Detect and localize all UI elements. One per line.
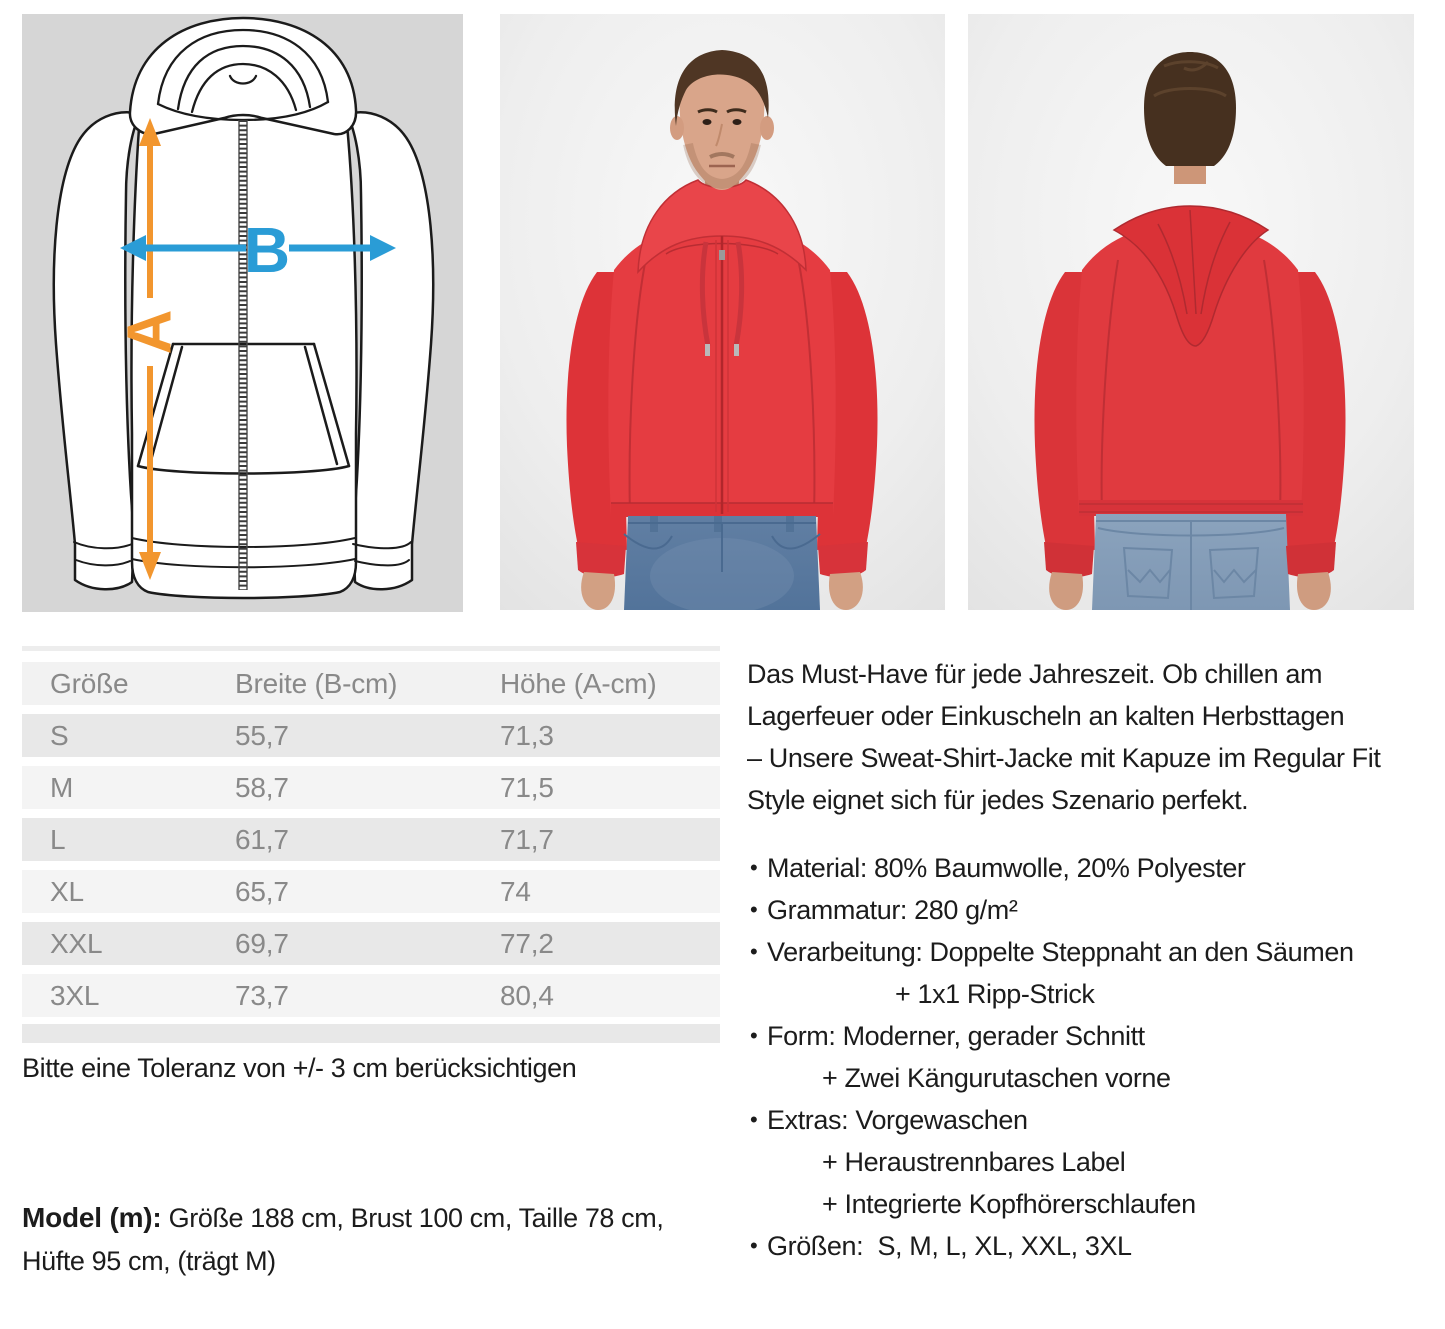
product-description [747,653,1395,1267]
size-row-l [22,818,720,861]
feature-subtext: + Integrierte Kopfhörerschlaufen [822,1189,1196,1219]
height-cell: 71,5 [500,772,554,803]
size-chart-header [22,662,720,705]
feature-text: Grammatur: 280 g/m² [767,895,1018,925]
feature-text: Verarbeitung: Doppelte Steppnaht an den Säumen [767,937,1354,967]
feature-groessen [747,1225,1395,1267]
product-photo-back [968,14,1414,610]
description-intro-line: Das Must-Have für jede Jahreszeit. Ob chillen am [747,659,1323,689]
feature-material [747,847,1395,889]
feature-text: Extras: Vorgewaschen [767,1105,1028,1135]
size-chart-col-height: Höhe (A-cm) [500,668,657,699]
size-chart-top-strip [22,646,720,651]
feature-form [747,1015,1395,1099]
model-back-illustration [968,14,1414,610]
hoodie-outline-drawing [22,14,463,612]
feature-grammatur [747,889,1395,931]
size-row-3xl [22,974,720,1017]
size-row-xl [22,870,720,913]
feature-verarbeitung [747,931,1395,1015]
bullet-icon: • [750,939,758,964]
model-front-illustration [500,14,945,610]
size-diagram [22,14,463,612]
bullet-icon: • [750,855,758,880]
description-intro-line: Style eignet sich für jedes Szenario perfekt. [747,785,1249,815]
height-cell: 71,7 [500,824,554,855]
width-cell: 65,7 [235,876,289,907]
width-cell: 69,7 [235,928,289,959]
size-row-s [22,714,720,757]
height-cell: 74 [500,876,531,907]
bullet-icon: • [750,1233,758,1258]
model-info-label: Model (m): [22,1202,162,1233]
size-chart-col-size: Größe [50,668,129,699]
size-cell: L [50,824,66,855]
size-chart-bottom-strip [22,1024,720,1043]
measure-label-b: B [243,214,291,286]
tolerance-note: Bitte eine Toleranz von +/- 3 cm berücksichtigen [22,1053,577,1083]
model-info-line2: Hüfte 95 cm, (trägt M) [22,1246,276,1276]
feature-text: Material: 80% Baumwolle, 20% Polyester [767,853,1246,883]
size-cell: M [50,772,74,803]
feature-subtext: + Heraustrennbares Label [822,1147,1126,1177]
model-info [22,1196,732,1283]
height-cell: 77,2 [500,928,554,959]
size-chart [22,646,720,1043]
description-intro-line: Lagerfeuer oder Einkuscheln an kalten Herbsttagen [747,701,1345,731]
width-cell: 61,7 [235,824,289,855]
feature-text: Form: Moderner, gerader Schnitt [767,1021,1145,1051]
size-cell: 3XL [50,980,100,1011]
height-cell: 80,4 [500,980,554,1011]
description-intro-line: – Unsere Sweat-Shirt-Jacke mit Kapuze im Regular Fit [747,743,1381,773]
feature-subtext: + Zwei Kängurutaschen vorne [822,1063,1171,1093]
size-cell: S [50,720,69,751]
bullet-icon: • [750,1107,758,1132]
size-cell: XL [50,876,84,907]
size-row-xxl [22,922,720,965]
size-cell: XXL [50,928,103,959]
bullet-icon: • [750,1023,758,1048]
width-cell: 55,7 [235,720,289,751]
measure-label-a: A [115,309,185,355]
feature-list [747,847,1395,1267]
product-photo-front [500,14,945,610]
model-info-line1: Größe 188 cm, Brust 100 cm, Taille 78 cm, [161,1203,664,1233]
size-row-m [22,766,720,809]
feature-text: Größen: S, M, L, XL, XXL, 3XL [767,1231,1132,1261]
feature-extras [747,1099,1395,1225]
height-cell: 71,3 [500,720,554,751]
width-cell: 58,7 [235,772,289,803]
width-cell: 73,7 [235,980,289,1011]
size-chart-col-width: Breite (B-cm) [235,668,398,699]
bullet-icon: • [750,897,758,922]
feature-subtext: + 1x1 Ripp-Strick [895,979,1095,1009]
